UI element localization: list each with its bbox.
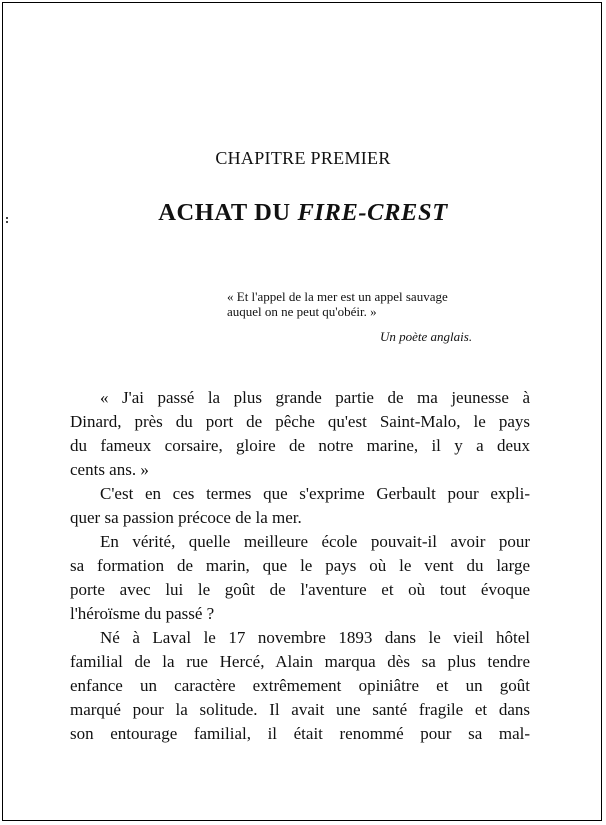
chapter-title-main: ACHAT DU bbox=[158, 199, 298, 226]
paragraph-line: du fameux corsaire, gloire de notre marine, il y a deux bbox=[70, 436, 530, 455]
chapter-title-boat-name: FIRE-CREST bbox=[297, 199, 448, 226]
paragraph-line: sa formation de marin, que le pays où le vent du large bbox=[70, 556, 530, 575]
epigraph bbox=[227, 289, 527, 319]
paragraph-line: enfance un caractère extrêmement opiniâtre et un goût bbox=[70, 676, 530, 695]
chapter-title bbox=[0, 199, 606, 227]
paragraph-line: En vérité, quelle meilleure école pouvait-il avoir pour bbox=[100, 532, 530, 551]
paragraph-line: Né à Laval le 17 novembre 1893 dans le vieil hôtel bbox=[100, 628, 530, 647]
paragraph-line: cents ans. » bbox=[70, 460, 149, 479]
paragraph-line: Dinard, près du port de pêche qu'est Saint-Malo, le pays bbox=[70, 412, 530, 431]
epigraph-attribution: Un poète anglais. bbox=[380, 329, 473, 344]
paragraph-line: C'est en ces termes que s'exprime Gerbault pour expli- bbox=[100, 484, 530, 503]
epigraph-line: « Et l'appel de la mer est un appel sauvage bbox=[227, 289, 448, 304]
body-text bbox=[70, 386, 530, 746]
epigraph-line: auquel on ne peut qu'obéir. » bbox=[227, 304, 377, 319]
paragraph-line: familial de la rue Hercé, Alain marqua dès sa plus tendre bbox=[70, 652, 530, 671]
paragraph-line: « J'ai passé la plus grande partie de ma jeunesse à bbox=[100, 388, 530, 407]
paragraph-line: son entourage familial, il était renommé pour sa mal- bbox=[70, 724, 530, 743]
paragraph-line: quer sa passion précoce de la mer. bbox=[70, 508, 302, 527]
paragraph-line: l'héroïsme du passé ? bbox=[70, 604, 215, 623]
paragraph-line: marqué pour la solitude. Il avait une santé fragile et dans bbox=[70, 700, 530, 719]
paragraph-line: porte avec lui le goût de l'aventure et où tout évoque bbox=[70, 580, 530, 599]
chapter-label: CHAPITRE PREMIER bbox=[215, 148, 391, 168]
